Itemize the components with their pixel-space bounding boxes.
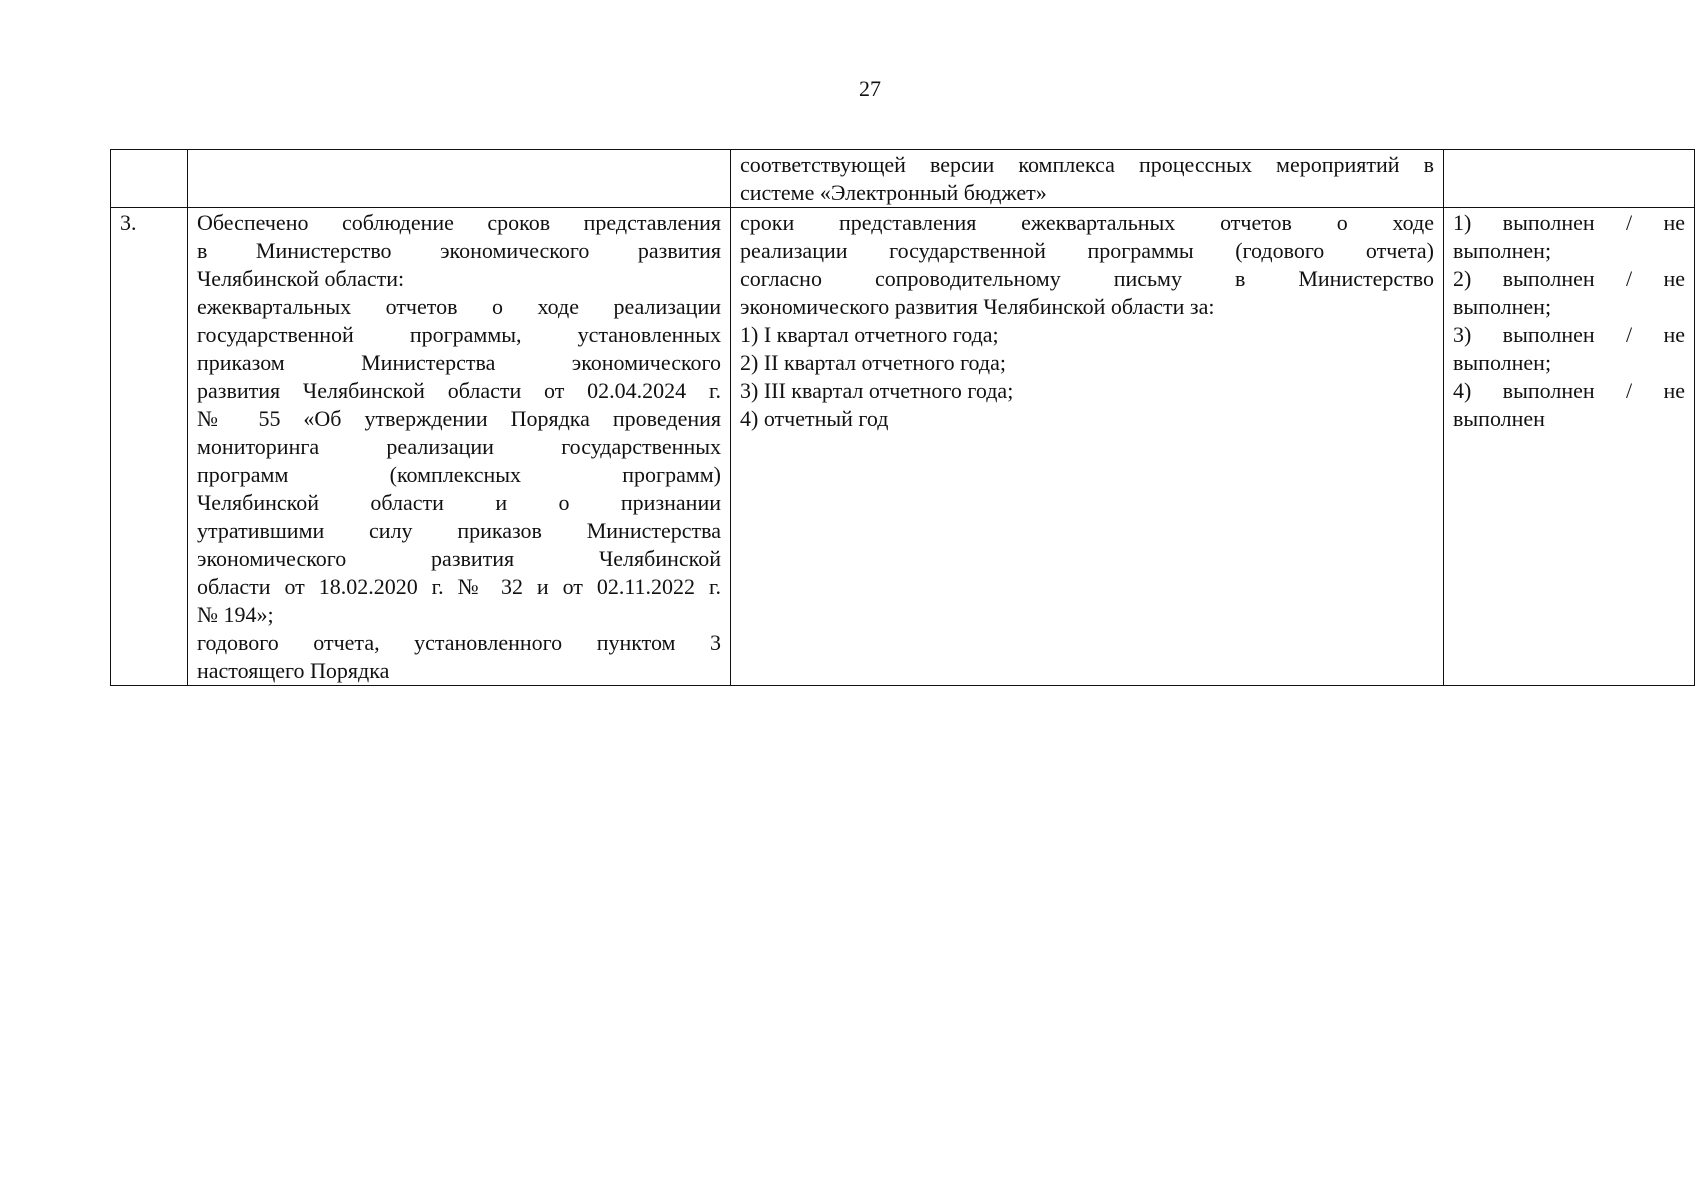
text-line: утратившими силу приказов Министерства xyxy=(197,518,721,543)
table-row xyxy=(111,208,1695,686)
text-line: Челябинской области: xyxy=(197,266,405,291)
row-number-cell: 3. xyxy=(111,208,188,686)
text-line: настоящего Порядка xyxy=(197,658,390,683)
text-line: 1) выполнен / не xyxy=(1453,210,1685,235)
text-line: Обеспечено соблюдение сроков представления xyxy=(197,210,721,235)
text-line: годового отчета, установленного пунктом 3 xyxy=(197,630,721,655)
text-line: в Министерство экономического развития xyxy=(197,238,721,263)
text-line: соответствующей версии комплекса процессных мероприятий в xyxy=(740,152,1434,177)
text-line: выполнен; xyxy=(1453,238,1552,263)
text-line: № 194»; xyxy=(197,602,274,627)
criteria-cell xyxy=(731,150,1444,208)
title-text xyxy=(197,209,721,685)
page-number: 27 xyxy=(859,76,881,101)
text-line: сроки представления ежеквартальных отчетов о ходе xyxy=(740,210,1434,235)
text-line: реализации государственной программы (годового отчета) xyxy=(740,238,1434,263)
table-row xyxy=(111,150,1695,208)
text-line: выполнен; xyxy=(1453,350,1552,375)
text-line: мониторинга реализации государственных xyxy=(197,434,721,459)
text-line: Челябинской области и о признании xyxy=(197,490,721,515)
text-line: развития Челябинской области от 02.04.2024 г. xyxy=(197,378,721,403)
title-cell xyxy=(188,150,731,208)
result-cell xyxy=(1444,208,1695,686)
text-line: 2) выполнен / не xyxy=(1453,266,1685,291)
title-cell xyxy=(188,208,731,686)
text-line: приказом Министерства экономического xyxy=(197,350,721,375)
text-line: государственной программы, установленных xyxy=(197,322,721,347)
text-line: ежеквартальных отчетов о ходе реализации xyxy=(197,294,721,319)
result-cell xyxy=(1444,150,1695,208)
criteria-text xyxy=(740,209,1434,433)
text-line: экономического развития Челябинской xyxy=(197,546,721,571)
text-line: согласно сопроводительному письму в Министерство xyxy=(740,266,1434,291)
document-table xyxy=(110,149,1695,686)
text-line: области от 18.02.2020 г. № 32 и от 02.11.2022 г. xyxy=(197,574,721,599)
text-line: выполнен; xyxy=(1453,294,1552,319)
criteria-cell xyxy=(731,208,1444,686)
text-line: выполнен xyxy=(1453,406,1545,431)
text-line: 3) выполнен / не xyxy=(1453,322,1685,347)
text-line: программ (комплексных программ) xyxy=(197,462,721,487)
text-line: 4) отчетный год xyxy=(740,406,889,431)
text-line: 1) I квартал отчетного года; xyxy=(740,322,999,347)
criteria-text xyxy=(740,151,1434,207)
text-line: системе «Электронный бюджет» xyxy=(740,180,1047,205)
row-number-cell xyxy=(111,150,188,208)
text-line: 3) III квартал отчетного года; xyxy=(740,378,1014,403)
text-line: экономического развития Челябинской области за: xyxy=(740,294,1215,319)
text-line: 2) II квартал отчетного года; xyxy=(740,350,1006,375)
text-line: № 55 «Об утверждении Порядка проведения xyxy=(197,406,721,431)
text-line: 4) выполнен / не xyxy=(1453,378,1685,403)
result-text xyxy=(1453,209,1685,433)
